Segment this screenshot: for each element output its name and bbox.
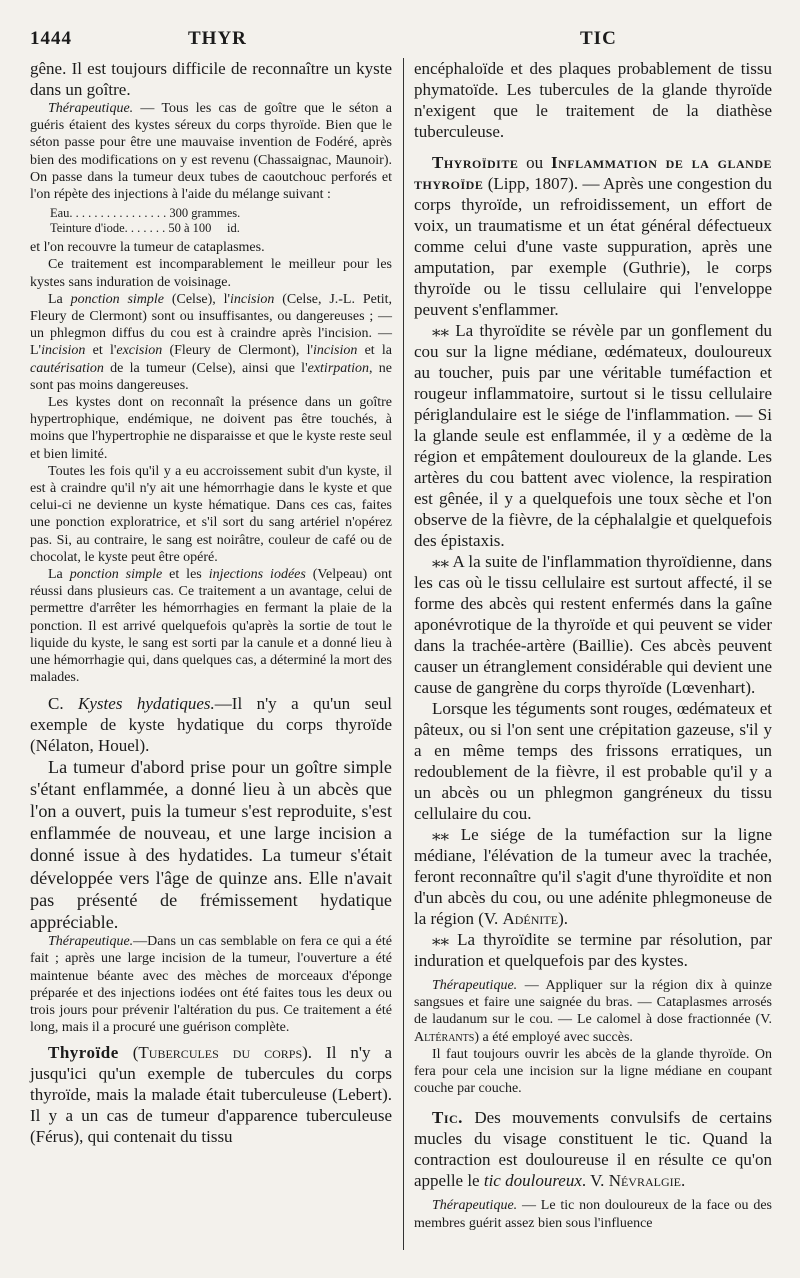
paragraph: Lorsque les téguments sont rouges, œdémateux et pâteux, ou si l'on sent une crépitation gazeuse, s'il y a en même temps des frissons erratiques, un redoublement de la fièvre, il est probable qu'il y a un abcès ou un phlegmon gangréneux du tissu cellulaire du cou. — [414, 699, 772, 823]
section-label: Thérapeutique. — [48, 101, 134, 116]
paragraph: ⁎⁎ Le siége de la tuméfaction sur la ligne médiane, l'élévation de la tumeur avec la trachée, feront reconnaître qu'il s'agit d'une thyroïdite et non d'un abcès du cou, ou une adénite phlegmoneuse de la région (V. Adénite). — [414, 825, 772, 928]
therapeutique-paragraph: Thérapeutique. — Tous les cas de goître que le séton a guéris étaient des kystes séreux du corps thyroïde. Bien que le séton passe pour être une mauvaise invention de Fodéré, après bien des modifications on y est revenu (Chassaignac, Maunoir). On passe dans la tumeur deux tubes de caoutchouc perforés et l'on répète des injections à l'aide du mélange suivant : — [30, 101, 392, 203]
therapeutique-paragraph: Thérapeutique. — Le tic non douloureux de la face ou des membres guérit assez bien sous l'influence — [414, 1198, 772, 1231]
paragraph: Ce traitement est incomparablement le meilleur pour les kystes sans induration de voisinage. — [30, 257, 392, 290]
paragraph: ⁎⁎ La thyroïdite se révèle par un gonflement du cou sur la ligne médiane, œdémateux, douloureux au toucher, puis par une véritable tuméfaction et rougeur inflammatoire, surtout si le tissu cellulaire périglandulaire est le siége de l'inflammation. — Si la glande seule est enflammée, il y a œdème de la région et empâtement douloureux de la glande. Les artères du cou battent avec violence, la respiration est gênée, il y a quelquefois une toux sèche et l'on observe de la fièvre, de la céphalalgie et quelquefois des épistaxis. — [414, 321, 772, 550]
entry-thyroide-tubercules: Thyroïde (Tubercules du corps). Il n'y a jusqu'ici qu'un exemple de tubercules du corps thyroïde, mais la malade était tuberculeuse (Lebert). Il y a un cas de tumeur d'apparence tuberculeuse (Férus), qui contenait du tissu — [30, 1043, 392, 1147]
right-column — [414, 58, 772, 1232]
paragraph: La tumeur d'abord prise pour un goître simple s'étant enflammée, a donné lieu à un abcès que l'on a ouvert, puis la tumeur s'est reproduite, s'est enflammée de nouveau, et une large incision a donné issue à des hydatides. La tumeur s'était développée vers l'âge de quinze ans. Elle n'avait pas présenté de frémissement hydatique appréciable. — [30, 756, 392, 932]
entry-tic: Tic. Des mouvements convulsifs de certains mucles du visage constituent le tic. Quand la contraction est douloureuse il en résulte ce qu'on appelle le tic douloureux. V. Névralgie. — [414, 1108, 772, 1191]
section-label: Thérapeutique. — [48, 934, 134, 950]
right-running-head: TIC — [580, 28, 617, 49]
entry-headword: Thyroïdite — [432, 153, 519, 172]
paragraph: et l'on recouvre la tumeur de cataplasmes. — [30, 240, 265, 256]
section-label: Thérapeutique. — [432, 978, 518, 993]
formula-line: Teinture d'iode. . . . . . . 50 à 100 id. — [50, 221, 240, 236]
section-label: Thérapeutique. — [432, 1198, 518, 1214]
paragraph: La ponction simple (Celse), l'incision (Celse, J.-L. Petit, Fleury de Clermont) sont ou insuffisantes, ou dangereuses ; — un phlegmon diffus du cou est à craindre après l'incision. — L'incision et l'excision (Fleury de Clermont), l'incision et la cautérisation de la tumeur (Celse), ainsi que l'extirpation, ne sont pas moins dangereuses. — [30, 291, 393, 393]
running-header — [0, 28, 800, 56]
therapeutique-paragraph: Thérapeutique.—Dans un cas semblable on fera ce qui a été fait ; après une large incision de la tumeur, l'ouverture a été maintenue béante avec des mèches de morceaux d'éponge préparée et des injections iodées ont été faites tous les deux ou trois jours pour prévenir l'altération du pus. Ce traitement a été long, mais il a procuré une guérison complète. — [30, 934, 392, 1036]
paragraph: La ponction simple et les injections iodées (Velpeau) ont réussi dans plusieurs cas. Ce traitement a un avantage, celui de permettre d'arrêter les hémorrhagies en fermant la plaie de la ponction. Il est arrivé quelquefois qu'après la sortie de tout le liquide du kyste, le sang est sorti par la canule et a donné lieu à une hémorrhagie qui, dans quelques cas, a déterminé la mort des malades. — [30, 567, 393, 686]
paragraph: encéphaloïde et des plaques probablement de tissu phymatoïde. Les tubercules de la glande thyroïde n'exigent que le traitement de la diathèse tuberculeuse. — [414, 59, 772, 141]
paragraph: gêne. Il est toujours difficile de reconnaître un kyste dans un goître. — [30, 59, 392, 99]
entry-thyroidite: Thyroïdite ou Inflammation de la glande thyroïde (Lipp, 1807). — Après une congestion du corps thyroïde, un refroidissement, un effort de voix, un traumatisme et un état général défectueux comme celui d'une vaste suppuration, après une amputation, par exemple (Guthrie), le corps thyroïde ou le tissu cellulaire qui l'enveloppe peuvent s'enflammer. — [414, 153, 772, 319]
column-divider — [403, 58, 404, 1250]
paragraph: Toutes les fois qu'il y a eu accroissement subit d'un kyste, il est à craindre qu'il n'y ait une hémorrhagie dans le kyste et que celui-ci ne devienne un kyste hématique. Dans ces cas, faites une ponction exploratrice, et s'il sort du sang artériel n'opérez pas. Si, au contraire, le sang est noirâtre, couleur de café ou de chocolat, le kyste peut être opéré. — [30, 463, 392, 565]
entry-headword: Tic. — [432, 1108, 463, 1128]
paragraph: Les kystes dont on reconnaît la présence dans un goître hypertrophique, endémique, ne doivent pas être touchés, à moins que l'hypertrophie ne disparaisse et que le kyste reste seul et bien limité. — [30, 395, 392, 462]
paragraph: ⁎⁎ A la suite de l'inflammation thyroïdienne, dans les cas où le tissu cellulaire est surtout affecté, il se forme des abcès qui restent enfermés dans la gaîne aponévrotique de la thyroïde et qui peuvent se vider dans la trachée-artère (Baillie). Ces abcès peuvent causer un étranglement considérable qui devient une cause de gangrène du corps thyroïde (Lœvenhart). — [414, 552, 772, 697]
subsection-kystes-hydatiques: C. Kystes hydatiques.—Il n'y a qu'un seul exemple de kyste hydatique du corps thyroïde (Nélaton, Houel). — [30, 693, 392, 755]
left-running-head: THYR — [188, 28, 247, 49]
subsection-title: Kystes hydatiques. — [78, 693, 215, 713]
paragraph: Il faut toujours ouvrir les abcès de la glande thyroïde. On fera pour cela une incision sur la ligne médiane en coupant couche par couche. — [414, 1046, 772, 1097]
formula — [50, 206, 392, 236]
page-number: 1444 — [30, 28, 72, 49]
entry-headword: Inflammation de la glande thyroïde — [414, 153, 772, 193]
therapeutique-paragraph: Thérapeutique. — Appliquer sur la région dix à quinze sangsues et faire une saignée du bras. — Cataplasmes arrosés de laudanum sur le cou. — Le calomel à dose fractionnée (V. Altérants) a été employé avec succès. — [414, 978, 772, 1045]
paragraph: ⁎⁎ La thyroïdite se termine par résolution, par induration et quelquefois par des kystes. — [414, 930, 772, 970]
entry-headword: Thyroïde — [48, 1043, 119, 1063]
formula-line: Eau. . . . . . . . . . . . . . . . 300 grammes. — [50, 206, 241, 221]
left-column — [30, 58, 392, 1147]
